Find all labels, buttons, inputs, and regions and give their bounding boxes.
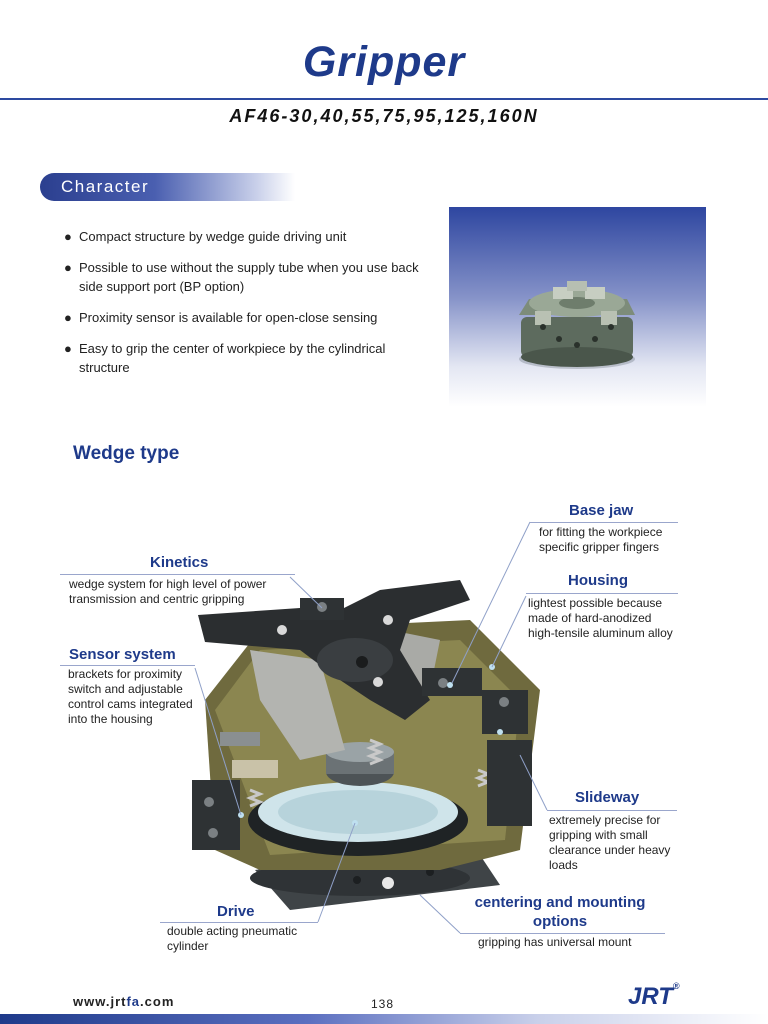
wedge-type-heading: Wedge type bbox=[73, 443, 180, 464]
base-jaw-description: for fitting the workpiece specific gripper fingers bbox=[539, 525, 663, 554]
model-number: AF46-30,40,55,75,95,125,160N bbox=[229, 106, 539, 126]
sensor-system-description: brackets for proximity switch and adjustable control cams integrated into the housing bbox=[68, 667, 193, 726]
slideway-label: Slideway bbox=[575, 789, 640, 806]
feature-text: Easy to grip the center of workpiece by the cylindrical structure bbox=[79, 341, 386, 375]
character-heading: Character bbox=[61, 177, 150, 196]
footer-bar bbox=[0, 1014, 768, 1024]
kinetics-description: wedge system for high level of power transmission and centric gripping bbox=[69, 577, 267, 606]
callout-divider bbox=[460, 933, 665, 934]
page-number: 138 bbox=[371, 997, 395, 1011]
feature-list bbox=[64, 227, 424, 389]
registered-mark: ® bbox=[672, 981, 680, 991]
title-divider bbox=[0, 98, 768, 100]
callout-divider bbox=[160, 922, 318, 923]
feature-text: Compact structure by wedge guide driving unit bbox=[79, 229, 347, 244]
slideway-description: extremely precise for gripping with small clearance under heavy loads bbox=[549, 813, 671, 872]
feature-item bbox=[64, 308, 424, 327]
kinetics-label: Kinetics bbox=[150, 554, 209, 571]
feature-text: Possible to use without the supply tube when you use back side support port (BP option) bbox=[79, 260, 419, 294]
bullet-icon: ● bbox=[64, 341, 72, 356]
callout-divider bbox=[526, 593, 678, 594]
feature-item bbox=[64, 339, 424, 377]
callout-divider bbox=[60, 665, 195, 666]
housing-label: Housing bbox=[568, 572, 628, 589]
product-photo bbox=[449, 207, 706, 407]
feature-item bbox=[64, 227, 424, 246]
bullet-icon: ● bbox=[64, 260, 72, 275]
footer-url-accent: fa bbox=[126, 994, 141, 1009]
drive-description: double acting pneumatic cylinder bbox=[167, 924, 298, 953]
character-section-bar bbox=[40, 173, 295, 201]
base-jaw-label: Base jaw bbox=[569, 502, 634, 519]
jrt-logo bbox=[628, 983, 680, 1011]
callout-divider bbox=[530, 522, 678, 523]
callout-divider bbox=[547, 810, 677, 811]
feature-item bbox=[64, 258, 424, 296]
gripper-photo-image bbox=[449, 207, 706, 407]
sensor-system-label: Sensor system bbox=[69, 646, 176, 663]
footer-website bbox=[73, 994, 174, 1009]
footer-url-prefix: www.jrt bbox=[73, 994, 127, 1009]
centering-mounting-description: gripping has universal mount bbox=[478, 935, 632, 949]
feature-text: Proximity sensor is available for open-close sensing bbox=[79, 310, 378, 325]
centering-mounting-label: centering and mounting options bbox=[474, 894, 646, 930]
footer-url-suffix: .com bbox=[140, 994, 175, 1009]
drive-label: Drive bbox=[217, 903, 255, 920]
housing-description: lightest possible because made of hard-anodized high-tensile aluminum alloy bbox=[528, 596, 673, 640]
logo-text: JRT bbox=[628, 983, 673, 1010]
bullet-icon: ● bbox=[64, 229, 72, 244]
bullet-icon: ● bbox=[64, 310, 72, 325]
page-title: Gripper bbox=[302, 38, 466, 86]
callout-divider bbox=[60, 574, 295, 575]
